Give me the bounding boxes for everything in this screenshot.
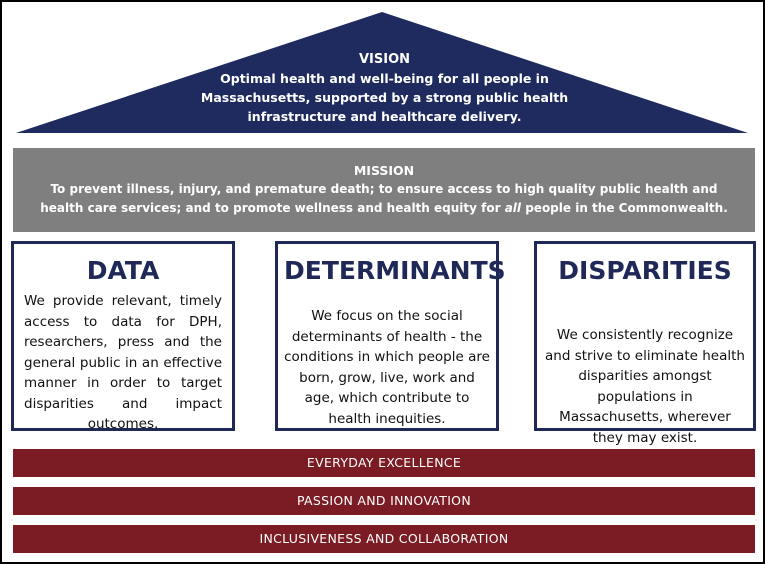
pillar-determinants-title: DETERMINANTS xyxy=(284,256,506,285)
vision-line-1: Optimal health and well-being for all people in xyxy=(220,71,549,86)
vision-line-3: infrastructure and healthcare delivery. xyxy=(247,109,522,124)
mission-text-start: To prevent illness, injury, and premature death; to ensure access to high quality public health and health care services; and to promote wellness and health equity for xyxy=(40,182,718,215)
pillar-disparities xyxy=(534,241,756,446)
pillar-data-title: DATA xyxy=(86,256,160,285)
pillar-determinants xyxy=(275,241,506,431)
mission-band xyxy=(13,148,755,232)
pillar-data-text: We provide relevant, timely access to data for DPH, researchers, press and the general public in an effective manner in order to target disparities and impact outcomes. xyxy=(24,293,222,432)
pillar-data xyxy=(11,241,235,431)
diagram-frame xyxy=(2,2,763,562)
pillar-disparities-title: DISPARITIES xyxy=(558,256,732,285)
mission-emphasis: all xyxy=(504,201,522,215)
mission-text-end: people in the Commonwealth. xyxy=(521,201,728,215)
mission-title: MISSION xyxy=(353,163,415,178)
pillar-determinants-text: We focus on the social determinants of health - the conditions in which people are born, grow, live, work and age, which contribute to health inequities. xyxy=(284,308,490,427)
vision-block xyxy=(152,50,617,126)
value-bar-everyday-excellence: EVERYDAY EXCELLENCE xyxy=(13,449,755,477)
vision-title: VISION xyxy=(358,52,411,67)
value-bar-passion-innovation: PASSION AND INNOVATION xyxy=(13,487,755,515)
pillar-disparities-text: We consistently recognize and strive to eliminate health disparities amongst populations in Massachusetts, wherever they may exist. xyxy=(545,327,745,446)
mission-text xyxy=(13,180,755,218)
vision-line-2: Massachusetts, supported by a strong public health xyxy=(200,90,569,105)
value-bar-inclusiveness-collaboration: INCLUSIVENESS AND COLLABORATION xyxy=(13,525,755,553)
